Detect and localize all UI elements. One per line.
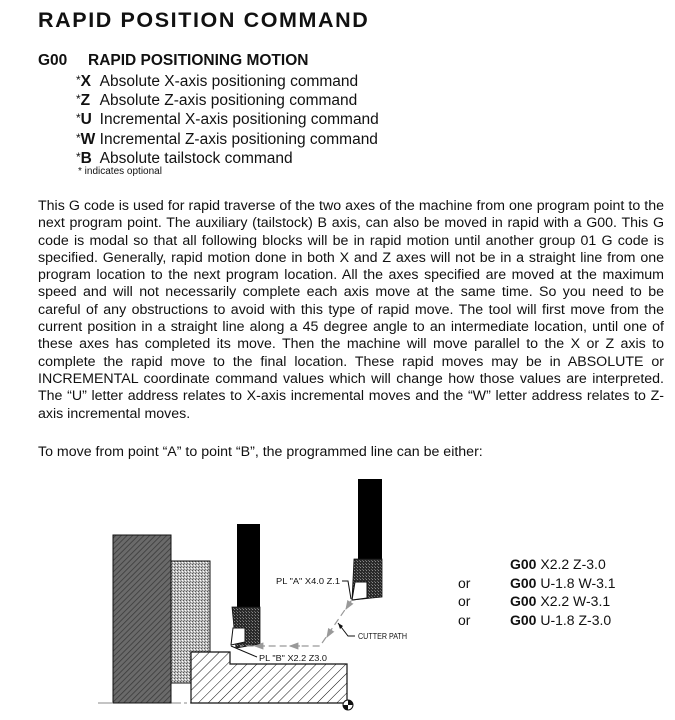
- parameter-item: [76, 130, 379, 149]
- parameter-letter: B: [80, 149, 92, 167]
- parameter-description: Absolute tailstock command: [99, 149, 293, 167]
- tool-at-point-b: [231, 524, 260, 648]
- optional-marker: *: [76, 149, 81, 164]
- label-point-a: PL "A" X4.0 Z.1: [276, 576, 341, 586]
- command-args: X2.2 W-3.1: [540, 593, 611, 609]
- section-name: RAPID POSITIONING MOTION: [88, 52, 309, 69]
- origin-symbol-icon: [343, 700, 353, 710]
- parameter-letter: X: [80, 73, 92, 90]
- parameter-description: Incremental Z-axis positioning command: [99, 130, 378, 148]
- or-label: or: [458, 611, 471, 628]
- command-args: U-1.8 W-3.1: [540, 574, 616, 591]
- optional-marker: *: [76, 92, 81, 107]
- command-line: [458, 592, 616, 611]
- parameter-letter: U: [80, 111, 92, 129]
- optional-note: * indicates optional: [78, 166, 162, 177]
- parameter-description: Absolute Z-axis positioning command: [99, 92, 358, 110]
- command-line: [458, 555, 616, 574]
- parameter-item: [76, 72, 379, 91]
- label-point-b: PL "B" X2.2 Z3.0: [259, 653, 328, 663]
- command-args: U-1.8 Z-3.0: [540, 611, 612, 628]
- parameter-letter: W: [80, 130, 96, 148]
- command-options: [458, 555, 616, 629]
- label-cutter-path: CUTTER PATH: [358, 631, 407, 641]
- chuck-jaw: [113, 535, 171, 703]
- command-line: [458, 611, 616, 630]
- parameter-description: Absolute X-axis positioning command: [99, 73, 359, 90]
- description-paragraph: This G code is used for rapid traverse of the two axes of the machine from one program point to the next program point. The auxiliary (tailstock) B axis, can also be moved in rapid with a G00. This G code is modal so that all following blocks will be in rapid motion until another group 01 G code is specified. Generally, rapid motion done in both X and Z axes will not be in a straight line from one program location to the next program location. All the axes specified are moved at the maximum speed and will not necessarily complete each axis move at the same time. So you need to be careful of any obstructions to avoid with this type of rapid move. The tool will first move from the current position in a straight line along a 45 degree angle to an intermediate location, until one of these axes has completed its move. Then the machine will move parallel to the X or Z axis to complete the rapid move to the final location. These rapid moves may be in ABSOLUTE or INCREMENTAL coordinate command values which will change how those values are interpreted. The “U” letter address relates to X-axis incremental moves and the “W” letter address relates to Z-axis incremental moves.: [38, 198, 664, 422]
- parameter-list: [76, 72, 379, 168]
- optional-marker: *: [76, 111, 81, 126]
- command-code: G00: [510, 611, 537, 628]
- parameter-item: [76, 110, 379, 129]
- parameter-description: Incremental X-axis positioning command: [99, 111, 379, 129]
- optional-marker: *: [76, 73, 81, 87]
- command-code: G00: [510, 593, 537, 609]
- command-args: X2.2 Z-3.0: [540, 556, 606, 572]
- parameter-letter: Z: [80, 92, 91, 110]
- command-code: G00: [510, 574, 537, 591]
- intro-paragraph: To move from point “A” to point “B”, the programmed line can be either:: [38, 444, 483, 460]
- leader-point-a: [342, 581, 351, 599]
- command-code: G00: [510, 556, 537, 572]
- tool-at-point-a: [352, 479, 382, 600]
- leader-point-b: [231, 646, 257, 657]
- or-label: or: [458, 593, 471, 609]
- section-code: G00: [38, 52, 68, 69]
- command-line: [458, 574, 616, 593]
- parameter-item: [76, 91, 379, 110]
- optional-marker: *: [76, 130, 81, 145]
- page-title: RAPID POSITION COMMAND: [38, 8, 370, 32]
- section-heading: [38, 52, 308, 70]
- or-label: or: [458, 574, 471, 591]
